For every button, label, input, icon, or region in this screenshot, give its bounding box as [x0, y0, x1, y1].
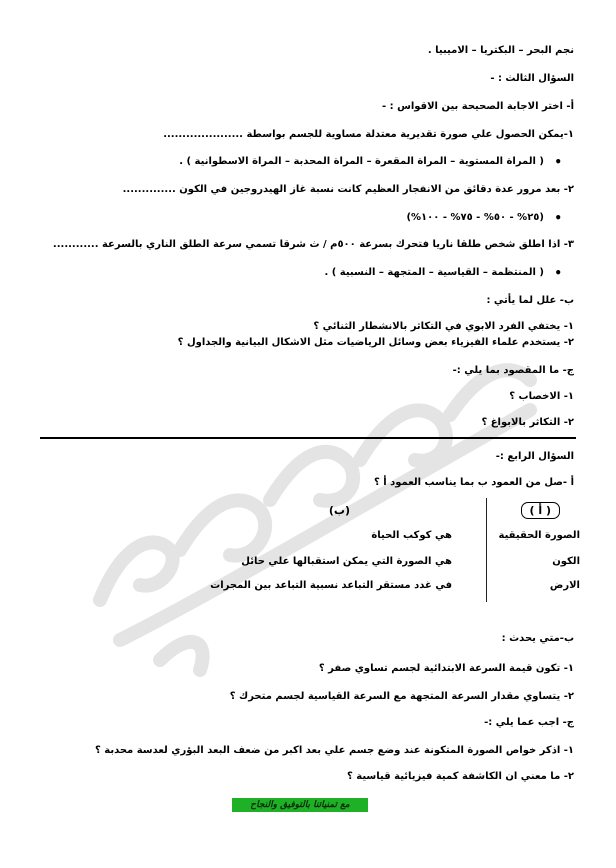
mcq-1-options: • ( المراة المستوية – المراة المقعرة – المراة المحدبة – المراة الاسطوانية ) .: [179, 155, 544, 169]
question-three-title: السؤال الثالث : -: [490, 73, 574, 84]
define-1: ١- الاخصاب ؟: [509, 391, 574, 402]
column-b-item: هي الصورة التي يمكن استقبالها علي حائل: [241, 556, 452, 567]
answer-2: ٢- ما معني ان الكاشفة كمية فيزيائية قياسية ؟: [347, 771, 574, 782]
section-c-heading: ج- ما المقصود بما يلي :-: [452, 365, 574, 376]
define-2: ٢- التكاثر بالابواغ ؟: [481, 417, 574, 428]
mcq-1: ١-يمكن الحصول علي صورة تقديرية معتدلة مساوية للجسم بواسطة .....................: [163, 129, 574, 140]
when-1: ١- تكون قيمة السرعة الابتدائية لجسم تساوي صفر ؟: [318, 663, 574, 674]
column-divider: [486, 498, 487, 602]
reason-2: ٢- يستخدم علماء الفيزياء بعض وسائل الرياضيات مثل الاشكال البيانية والجداول ؟: [177, 337, 574, 348]
answer-heading: ج- اجب عما يلي :-: [484, 717, 574, 728]
line-organisms: نجم البحر – البكتريا – الاميبيا .: [427, 45, 574, 56]
when-heading: ب-متي يحدث :: [501, 633, 574, 644]
question-four-title: السؤال الرابع :-: [495, 451, 574, 462]
mcq-3-options: • ( المنتظمة – القياسية – المتجهة – النسبية ) .: [324, 266, 544, 280]
when-2: ٢- يتساوي مقدار السرعة المتجهة مع السرعة القياسية لجسم متحرك ؟: [229, 691, 574, 702]
mcq-2: ٢- بعد مرور عدة دقائق من الانفجار العظيم كانت نسبة غاز الهيدروجين في الكون ..............: [122, 184, 574, 195]
answer-1: ١- اذكر خواص الصورة المتكونة عند وضع جسم علي بعد اكبر من ضعف البعد البؤري لعدسة محدبة ؟: [94, 745, 574, 756]
matching-table: [40, 498, 582, 602]
reason-1: ١- يختفي الفرد الابوي في التكاثر بالانشطار الثنائي ؟: [313, 321, 574, 332]
section-divider: [40, 437, 576, 439]
mcq-3: ٣- اذا اطلق شخص طلقا ناريا فتحرك بسرعة ٥٠٠م / ث شرقا تسمي سرعة الطلق الناري بالسرعة ............: [52, 239, 574, 250]
column-b-header: (ب): [328, 504, 350, 517]
section-a-heading: أ- اختر الاجابة الصحيحة بين الاقواس : -: [381, 101, 574, 112]
column-b-item: في غدد مستقر التباعد نسبية التباعد بين المجرات: [210, 580, 452, 591]
column-a-item: الكون: [552, 556, 580, 567]
good-luck-banner: مع تمنياتنا بالتوفيق والنجاح: [232, 798, 368, 812]
column-a-item: الارض: [549, 580, 580, 591]
column-b-item: هي كوكب الحياة: [371, 530, 452, 541]
section-b-heading: ب- علل لما يأتي :: [486, 295, 574, 306]
mcq-2-options: • (٢٥% - ٥٠% - ٧٥% - ١٠٠%): [406, 211, 544, 225]
matching-instruction: أ -صل من العمود ب بما يناسب العمود أ ؟: [373, 477, 574, 488]
column-a-item: الصورة الحقيقية: [498, 530, 580, 541]
column-a-header: ( أ ): [521, 502, 560, 519]
